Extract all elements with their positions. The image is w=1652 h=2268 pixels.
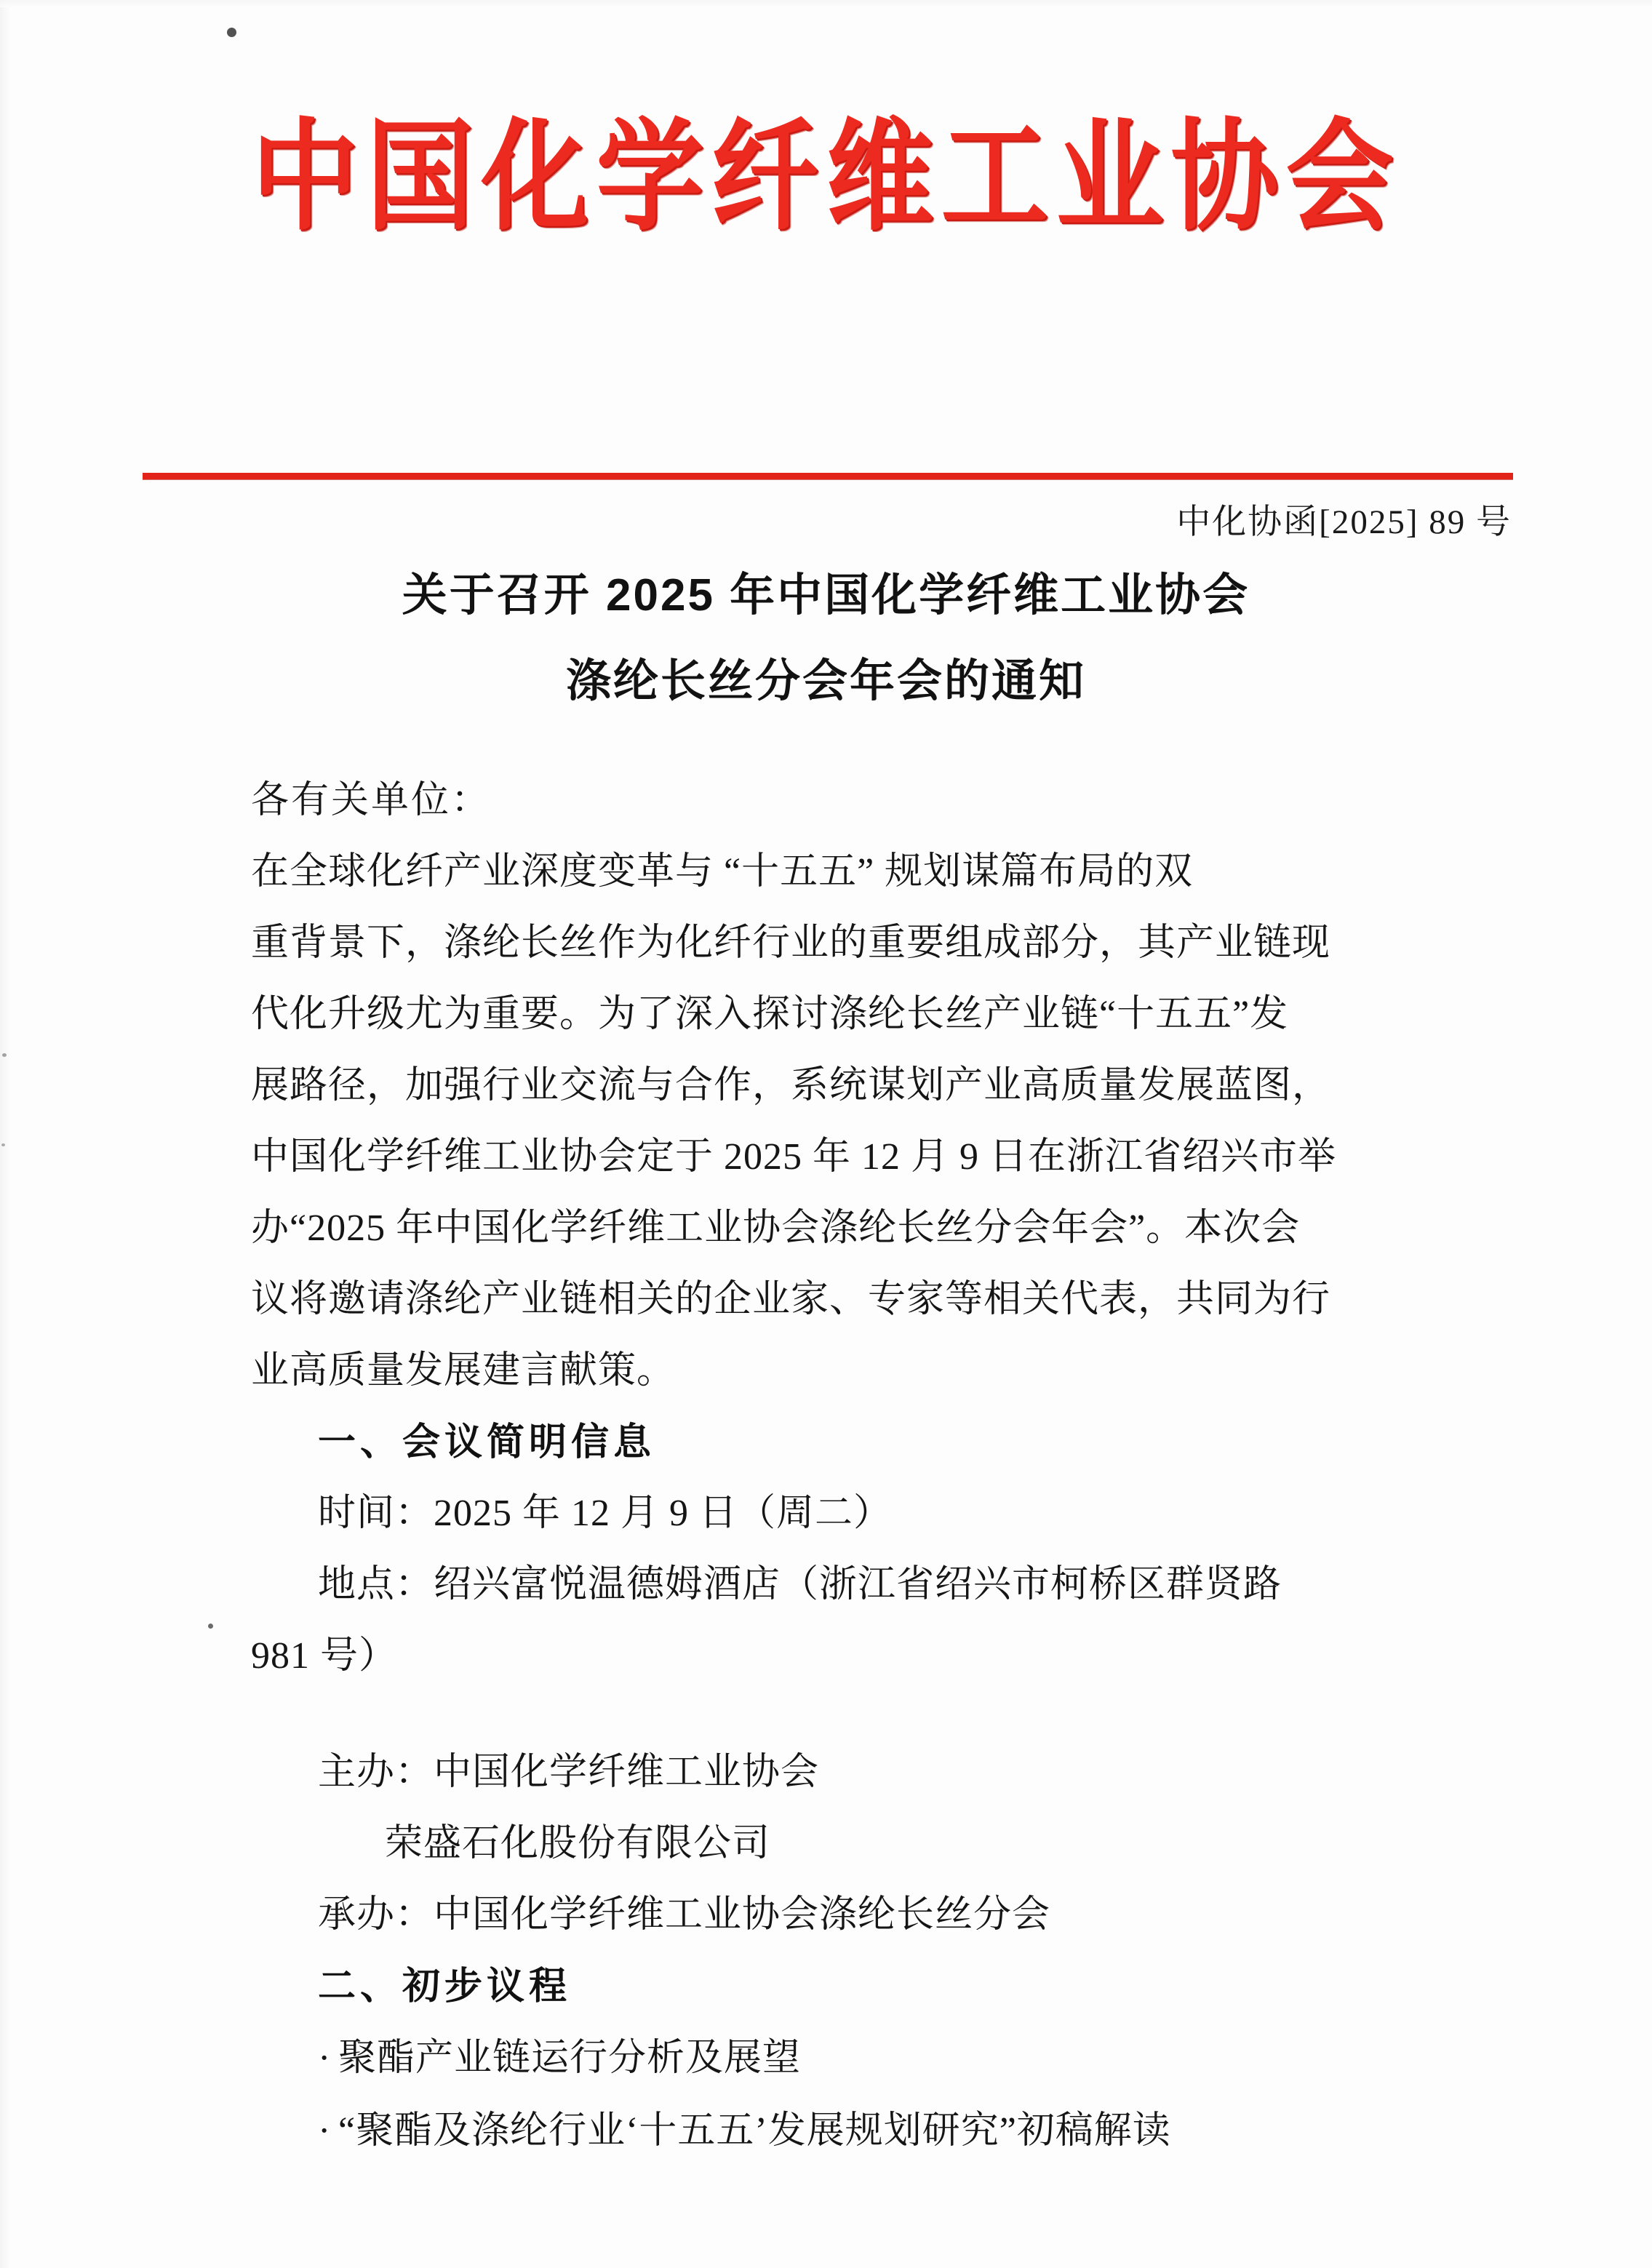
section-heading-meeting-info: 一、会议简明信息 [318, 1421, 656, 1464]
bullet-dot-icon: · [318, 2110, 332, 2152]
meeting-venue-line-2: 981 号） [251, 1635, 398, 1677]
document-number: 中化协函[2025] 89 号 [1176, 503, 1512, 541]
paragraph-spacer [251, 1692, 1429, 1737]
paragraph-line: 代化升级尤为重要。为了深入探讨涤纶长丝产业链“十五五”发 [251, 994, 1289, 1035]
paragraph-line: 展路径，加强行业交流与合作，系统谋划产业高质量发展蓝图， [251, 1065, 1331, 1106]
meeting-time: 时间：2025 年 12 月 9 日（周二） [318, 1493, 893, 1534]
paragraph-line: 业高质量发展建言献策。 [251, 1350, 676, 1391]
document-title-line-2: 涤纶长丝分会年会的通知 [565, 656, 1086, 706]
opening-paragraph [251, 836, 1429, 1407]
agenda-item-label: 聚酯产业链运行分析及展望 [338, 2037, 802, 2079]
scan-edge-shadow-left [0, 0, 10, 2268]
letterhead-divider-rule [143, 473, 1513, 479]
scan-speck-artifact [1, 1143, 5, 1146]
meeting-venue-line-1: 地点：绍兴富悦温德姆酒店（浙江省绍兴市柯桥区群贤路 [318, 1564, 1282, 1605]
paragraph-line: 中国化学纤维工业协会定于 2025 年 12 月 9 日在浙江省绍兴市举 [251, 1136, 1337, 1178]
scan-speck-artifact [2, 1053, 7, 1057]
bullet-dot-icon: · [318, 2037, 332, 2079]
scan-speck-artifact [227, 28, 236, 37]
meeting-host-line-1: 主办：中国化学纤维工业协会 [318, 1752, 820, 1793]
agenda-item [251, 2095, 1429, 2168]
letterhead [0, 110, 1652, 244]
scan-edge-shadow-top [0, 0, 1652, 7]
meeting-organizer: 承办：中国化学纤维工业协会涤纶长丝分会 [318, 1894, 1051, 1936]
organization-name: 中国化学纤维工业协会 [251, 110, 1401, 244]
meeting-host-line-2: 荣盛石化股份有限公司 [385, 1823, 771, 1864]
paragraph-line: 在全球化纤产业深度变革与 “十五五” 规划谋篇布局的双 [251, 851, 1194, 893]
paragraph-line: 重背景下，涤纶长丝作为化纤行业的重要组成部分，其产业链现 [251, 922, 1331, 964]
paragraph-line: 议将邀请涤纶产业链相关的企业家、专家等相关代表，共同为行 [251, 1279, 1331, 1320]
paragraph-line: 办“2025 年中国化学纤维工业协会涤纶长丝分会年会”。本次会 [251, 1207, 1301, 1249]
document-title-line-1: 关于召开 2025 年中国化学纤维工业协会 [402, 570, 1250, 620]
document-body [251, 765, 1429, 2168]
agenda-item [251, 2022, 1429, 2095]
agenda-item-label: “聚酯及涤纶行业‘十五五’发展规划研究”初稿解读 [338, 2110, 1171, 2152]
salutation: 各有关单位： [251, 780, 492, 821]
document-title [0, 553, 1652, 724]
scan-speck-artifact [208, 1624, 213, 1629]
section-heading-agenda: 二、初步议程 [318, 1965, 572, 2008]
